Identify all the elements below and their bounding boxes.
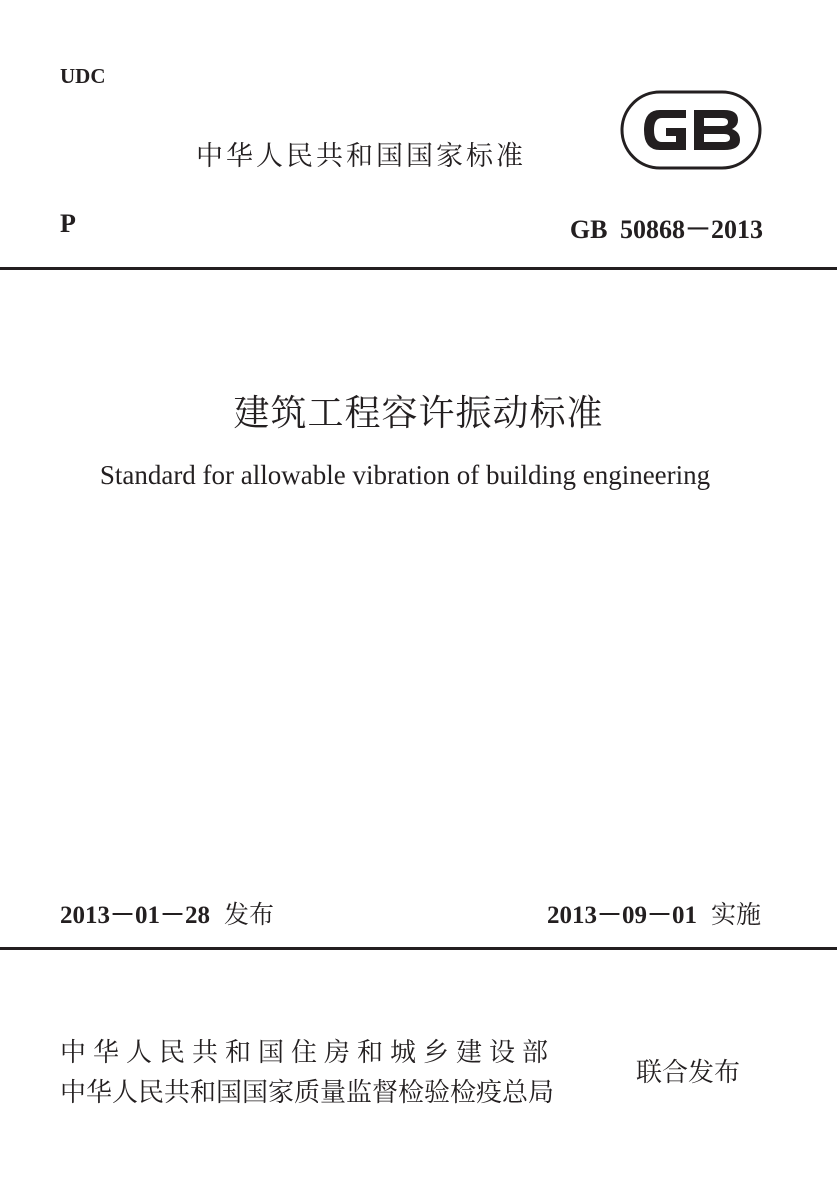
classification-code: P	[60, 209, 76, 238]
standard-number: GB 50868－2013	[569, 215, 763, 244]
bottom-divider	[0, 947, 837, 950]
gb-logo	[620, 90, 762, 170]
title-english: Standard for allowable vibration of building engineering	[99, 460, 711, 490]
publisher-administration: 中华人民共和国国家质量监督检验检疫总局	[60, 1078, 555, 1108]
implement-date-block	[547, 895, 761, 931]
issuer-title: 中华人民共和国国家标准	[196, 141, 526, 172]
joint-release-label: 联合发布	[636, 1058, 741, 1088]
implement-date: 2013－09－01	[546, 902, 697, 929]
issue-date: 2013－01－28	[60, 902, 211, 929]
issue-date-block	[60, 895, 274, 931]
issue-label: 发布	[224, 900, 275, 929]
implement-label: 实施	[710, 900, 761, 929]
top-divider	[0, 267, 837, 270]
gb-logo-text: GB	[691, 138, 693, 139]
title-chinese: 建筑工程容许振动标准	[233, 393, 604, 434]
publisher-ministry: 中华人民共和国住房和城乡建设部	[60, 1038, 556, 1068]
udc-label: UDC	[60, 64, 106, 88]
